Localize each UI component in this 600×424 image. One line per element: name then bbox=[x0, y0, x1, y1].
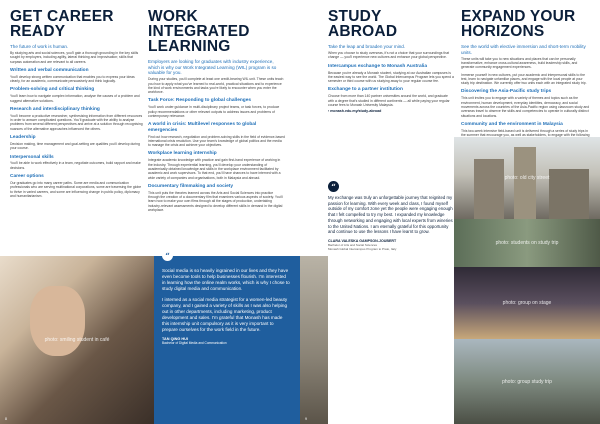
group-photo bbox=[454, 339, 600, 424]
subheading: Written and verbal communication bbox=[10, 67, 89, 73]
quote-icon: “ bbox=[328, 181, 339, 192]
building-shape bbox=[474, 159, 504, 219]
stage-photo bbox=[454, 267, 600, 339]
intro-horizons: See the world with elective immersion and short-term mobility units. bbox=[461, 44, 586, 55]
subheading: Intercampus exchange to Monash Australia bbox=[328, 63, 427, 69]
section-text: This unit puts the theories learned across the Arts and Social Sciences into practice through the creation of a documentary film that examines various aspects of society. You'll learn how to make your own films through all the stages of production, undertaking industry-relevant assessments designed to develop different skills in demand in the digital workplace. bbox=[148, 190, 283, 212]
student-quote-text-2: I interned as a social media strategist for a women-led beauty company, and I gained a variety of skills as I was also helping out in other departments, including marketing, product development and sales. I'm grateful that Monash has made this internship unit compulsory as it is very important to prepare ourselves for the work field in the future. bbox=[162, 297, 288, 332]
student-quote-role: Bachelor of Digital Media and Communication bbox=[162, 341, 227, 345]
student-photo bbox=[0, 256, 154, 424]
section-text: You'll be able to work effectively in a team, negotiate outcomes, build rapport and make decisions. bbox=[10, 161, 141, 170]
subheading: Workplace learning internship bbox=[148, 151, 217, 157]
quote-icon: “ bbox=[162, 250, 173, 261]
section-text: Find out how research, negotiation and problem-solving skills in the field of evidence-based international crisis resolution. Use your team's knowledge of global politics and the media to manage the crisis and achieve your objectives. bbox=[148, 134, 285, 148]
col-expand-your-horizons bbox=[461, 9, 591, 142]
section-text: This two-week intensive field-based unit is delivered through a series of study trips in the summer that encourage you, as well as stakeholders, to engage with the following bbox=[461, 128, 590, 138]
subheading: A world in crisis: Multilevel responses to global emergencies bbox=[148, 122, 257, 133]
student-photo-label: photo: smiling student in café bbox=[44, 337, 110, 343]
subheading: Research and interdisciplinary thinking bbox=[10, 106, 100, 112]
intro-abroad: Take the leap and broaden your mind. bbox=[328, 44, 406, 49]
body-horizons: These units will take you to new situations and places that can be personally transformative, enhance cross-cultural awareness, build leadership skills, and generate community engagement experiences. bbox=[461, 56, 578, 70]
body-wil: During your studies, you'll complete at least one credit-bearing WIL unit. These units teach you how to apply what you've learned to real-world, practical situations and to experience the kind of work environments and tasks you're likely to encounter when you enter the workforce. bbox=[148, 77, 284, 95]
section-text: Choose from more than 140 partner universities around the world, and graduate with a degree that's studied in different continents — all while paying your regular course fees to Monash University Malaysia. bbox=[328, 94, 450, 107]
page-number-left: 8 bbox=[5, 417, 7, 421]
body-horizons-2: Immerse yourself in new cultures, put your academic and interpersonal skills to the test, learn to navigate unfamiliar places, and engage with the local people at your study trip destination. We currently offer two units each with an integrated study trip. bbox=[461, 72, 587, 86]
section-text: This unit invites you to engage with a variety of themes and topics such as the environment, human development, everyday identities, democracy, and social movements across the countries of the Asia-Pacific region using classroom study and overseas travel to observe the skills and competencies to operate in culturally distinct situations and locations. bbox=[461, 96, 590, 118]
subheading: Documentary filmmaking and society bbox=[148, 183, 234, 189]
heading-get-career-ready: GET CAREER READY bbox=[10, 8, 114, 40]
intro-career: The future of work is human. bbox=[10, 44, 69, 49]
subheading: Career options bbox=[10, 174, 44, 180]
trip-photo-label: photo: students on study trip bbox=[495, 240, 559, 246]
building-shape bbox=[514, 147, 536, 219]
study-abroad-link[interactable]: › monash.edu.my/study-abroad bbox=[328, 109, 382, 114]
student-face-shape bbox=[30, 286, 85, 356]
subheading: Exchange to a partner institution bbox=[328, 87, 403, 93]
col-work-integrated-learning bbox=[148, 9, 285, 212]
exchange-quote-text: My exchange was truly an unforgettable journey that reignited my passion for learning. With every week and class, I found myself outside of my comfort zone yet the people were engaging enough that I felt compelled to try my best. I expanded my knowledge through networking and engaging with local experts from wineries to the United Nations. I am eternally grateful for this opportunity and continue to use the lessons I have learnt to grow. bbox=[328, 195, 453, 235]
group-photo-label: photo: group study trip bbox=[502, 378, 552, 385]
subheading: Leadership bbox=[10, 135, 36, 141]
intro-wil: Employers are looking for graduates with industry experience, which is why our Work Integrated Learning (WIL) program is so valuable for you. bbox=[148, 59, 277, 76]
stage-photo-label: photo: group on stage bbox=[502, 300, 552, 306]
study-abroad-link-text: monash.edu.my/study-abroad bbox=[330, 109, 382, 114]
section-text: Our graduates go into many career paths. Some are media and communication professionals who are serving multinational corporations, some are traversing the globe to thrive in varied careers, and some are influencing change in public policy, diplomacy and humanitarianism. bbox=[10, 180, 142, 198]
exchange-quote-role: Bachelor of Arts and Social Sciences bbox=[328, 242, 378, 247]
heading-work-integrated-learning: WORK INTEGRATED LEARNING bbox=[148, 8, 250, 55]
exchange-quote bbox=[328, 181, 454, 251]
col-study-abroad bbox=[328, 9, 454, 113]
subheading: Task Force: Responding to global challenges bbox=[148, 98, 252, 104]
section-text: You'll develop strong written communication that enables you to express your ideas clearly, for an academic, communicate persuasively and think logically. bbox=[10, 74, 135, 84]
exchange-quote-name: CLARA VALESKA GAMPSON-JOUBERT bbox=[328, 238, 397, 243]
section-text: Because you're already a Monash student, studying at our Australian campuses is the easiest way to see the world. The Global Intercampus Program lets you spend a semester or third course with us studying away to your regular course fee. bbox=[328, 70, 454, 84]
student-quote-text-1: Social media is so heavily ingrained in our lives and they have even become tools to help businesses flourish. I'm interested in learning how the online realm works, which is why I chose to study digital media and communication. bbox=[162, 268, 290, 291]
body-career: By studying arts and social sciences, you'll gain a thorough grounding in the key skills sought by employers, including agility, lateral thinking and improvisation; skills that surpass automation and are relevant to all careers. bbox=[10, 51, 139, 64]
page-number-right: 9 bbox=[305, 417, 307, 421]
col-get-career-ready bbox=[10, 9, 143, 198]
section-text: Decision making, time management and goal-setting are qualities you'll develop during your course. bbox=[10, 141, 140, 151]
exchange-quote-role: Monash Global Intercampus Program to Prato, Italy bbox=[328, 246, 397, 251]
section-text: Integrate academic knowledge with practice and gain first-hand experience of working in the industry. Through experiential learning, you'll develop your understanding of academically obtained knowledge and skills in the workplace environment facilitated by academic and work supervisors. To that end, you'll have chances to have interned with a wide variety of companies and organisations, both in Malaysia and abroad. bbox=[148, 158, 281, 180]
subheading: Problem-solving and critical thinking bbox=[10, 87, 95, 93]
section-text: You'll work under guidance in multi-disciplinary project teams, or task forces, to produce policy recommendations or other relevant outputs to address issues and problems of contemporary relevance. bbox=[148, 105, 280, 118]
subheading: Interpersonal skills bbox=[10, 154, 54, 160]
subheading: Community and the environment in Malaysia bbox=[461, 121, 563, 127]
city-photo-label: photo: old city street bbox=[504, 175, 550, 181]
student-quote-name: TAN QING HUI bbox=[162, 337, 188, 341]
library-photo bbox=[300, 256, 328, 424]
trip-photo bbox=[454, 219, 600, 267]
section-text: You'll become a productive researcher, synthesising information from different resources in order to answer complicated questions. You'll graduate with the ability to analyse problems from several different perspectives and arrive at a solution through recognising nuances of the alternative approaches influenced the others. bbox=[10, 113, 143, 131]
section-text: You'll learn how to navigate complex information, analyse the causes of a problem and suggest alternative solutions. bbox=[10, 94, 140, 103]
student-quote-box bbox=[154, 251, 300, 424]
city-photo bbox=[454, 137, 600, 219]
heading-study-abroad: STUDY ABROAD bbox=[328, 8, 398, 40]
body-abroad: When you choose to study overseas, it's not a choice that your surroundings that change — you'll experience new cultures and enhance your global perspective. bbox=[328, 51, 450, 60]
subheading: Discovering the Asia-Pacific study trips bbox=[461, 89, 552, 95]
heading-expand-your-horizons: EXPAND YOUR HORIZONS bbox=[461, 8, 576, 40]
